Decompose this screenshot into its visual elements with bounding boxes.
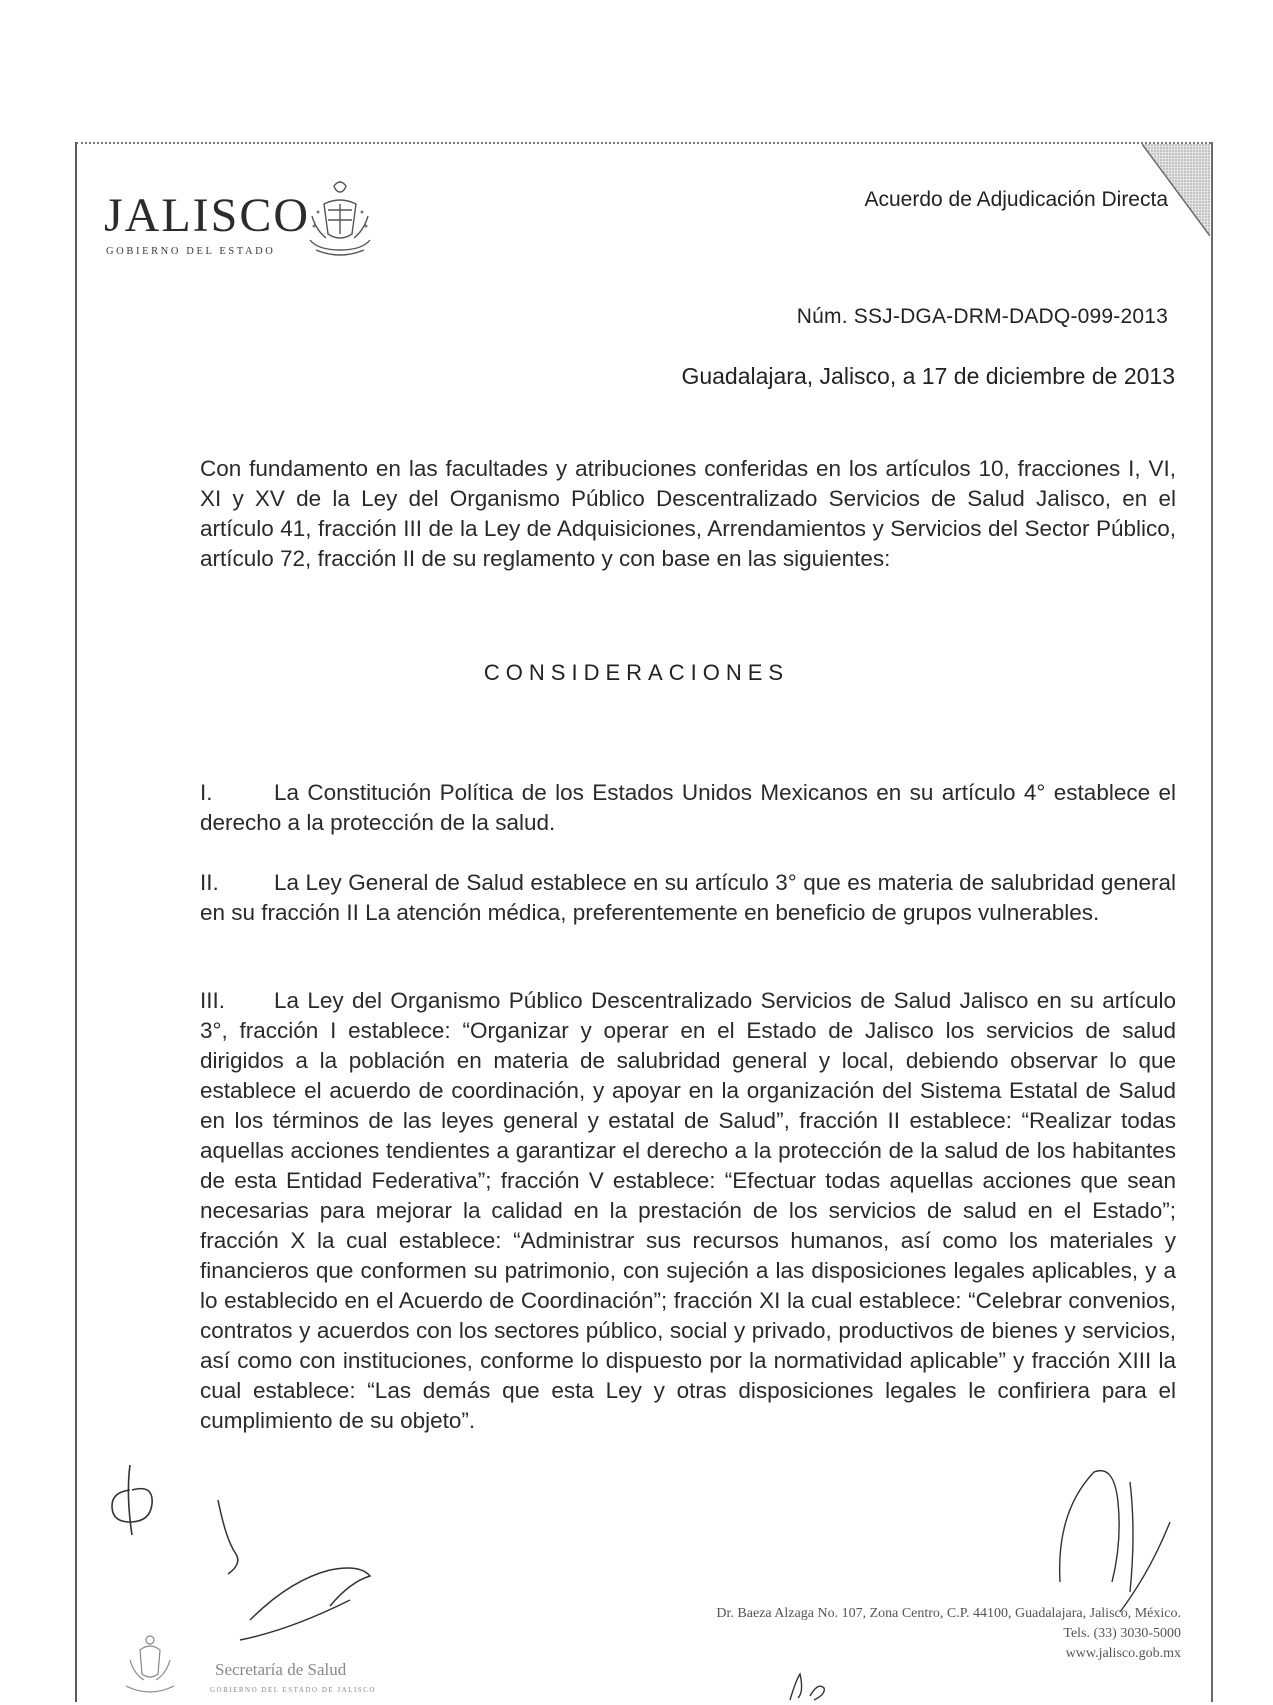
jalisco-government-logo xyxy=(104,190,384,270)
intro-paragraph: Con fundamento en las facultades y atribuciones conferidas en los artículos 10, fracciones I, VI, XI y XV de la Ley del Organismo Público Descentralizado Servicios de Salud Jalisco, en el artículo 41, fracción III de la Ley de Adquisiciones, Arrendamientos y Servicios del Sector Público, artículo 72, fracción II de su reglamento y con base en las siguientes: xyxy=(200,456,1176,571)
consideration-item xyxy=(200,778,1176,838)
consideration-text: La Constitución Política de los Estados Unidos Mexicanos en su artículo 4° establece el derecho a la protección de la salud. xyxy=(200,780,1176,835)
consideration-text: La Ley General de Salud establece en su artículo 3° que es materia de salubridad general en su fracción II La atención médica, preferentemente en beneficio de grupos vulnerables. xyxy=(200,870,1176,925)
document-type: Acuerdo de Adjudicación Directa xyxy=(864,188,1168,211)
consideration-number: I. xyxy=(200,780,213,805)
logo-wordmark: JALISCO xyxy=(104,189,311,242)
handwritten-mark-bottom xyxy=(780,1670,850,1701)
footer-address-line: Dr. Baeza Alzaga No. 107, Zona Centro, C.P. 44100, Guadalajara, Jalisco, México. xyxy=(716,1606,1181,1621)
state-seal-icon xyxy=(304,176,376,260)
frame-top-border xyxy=(76,142,1211,144)
agency-logo-subtitle: GOBIERNO DEL ESTADO DE JALISCO xyxy=(210,1686,376,1694)
footer-contact xyxy=(716,1604,1181,1664)
frame-right-border xyxy=(1211,142,1213,1702)
health-seal-icon xyxy=(110,1610,190,1700)
consideration-number: II. xyxy=(200,870,219,895)
secretaria-de-salud-logo xyxy=(110,1610,410,1700)
frame-left-border xyxy=(75,142,77,1702)
consideration-number: III. xyxy=(200,988,226,1013)
consideration-item xyxy=(200,868,1176,928)
section-title: CONSIDERACIONES xyxy=(483,660,790,685)
consideration-text: La Ley del Organismo Público Descentralizado Servicios de Salud Jalisco en su artículo 3°, fracción I establece: “Organizar y operar en el Estado de Jalisco los servicios de salud dirigidos a la población en materia de salubridad general y local, debiendo observar lo que establece el acuerdo de coordinación, y apoyar en la organización del Sistema Estatal de Salud en los términos de las leyes general y estatal de Salud”, fracción II establece: “Realizar todas aquellas acciones tendientes a garantizar el derecho a la protección de la salud de los habitantes de esta Entidad Federativa”; fracción V establece: “Efectuar todas aquellas acciones que sean necesarias para mejorar la calidad en la prestación de los servicios de salud en el Estado”; fracción X la cual establece: “Administrar sus recursos humanos, así como los materiales y financieros que conformen su patrimonio, con sujeción a las disposiciones legales aplicables, y a lo establecido en el Acuerdo de Coordinación”; fracción XI la cual establece: “Celebrar convenios, contratos y acuerdos con los sectores público, social y privado, productivos de bienes y servicios, así como con instituciones, conforme lo dispuesto por la normatividad aplicable” y fracción XIII la cual establece: “Las demás que esta Ley y otras disposiciones legales le confiriera para el cumplimiento de su objeto”. xyxy=(200,988,1176,1433)
logo-subtitle: GOBIERNO DEL ESTADO xyxy=(106,246,276,257)
agency-logo-text: Secretaría de Salud xyxy=(215,1660,347,1679)
footer-website-link[interactable]: www.jalisco.gob.mx xyxy=(1065,1646,1181,1661)
consideration-item xyxy=(200,986,1176,1436)
place-and-date: Guadalajara, Jalisco, a 17 de diciembre de 2013 xyxy=(681,363,1175,389)
footer-phone: Tels. (33) 3030-5000 xyxy=(1063,1626,1181,1641)
document-number: Núm. SSJ-DGA-DRM-DADQ-099-2013 xyxy=(796,305,1168,328)
handwritten-initials-left xyxy=(100,1460,170,1550)
